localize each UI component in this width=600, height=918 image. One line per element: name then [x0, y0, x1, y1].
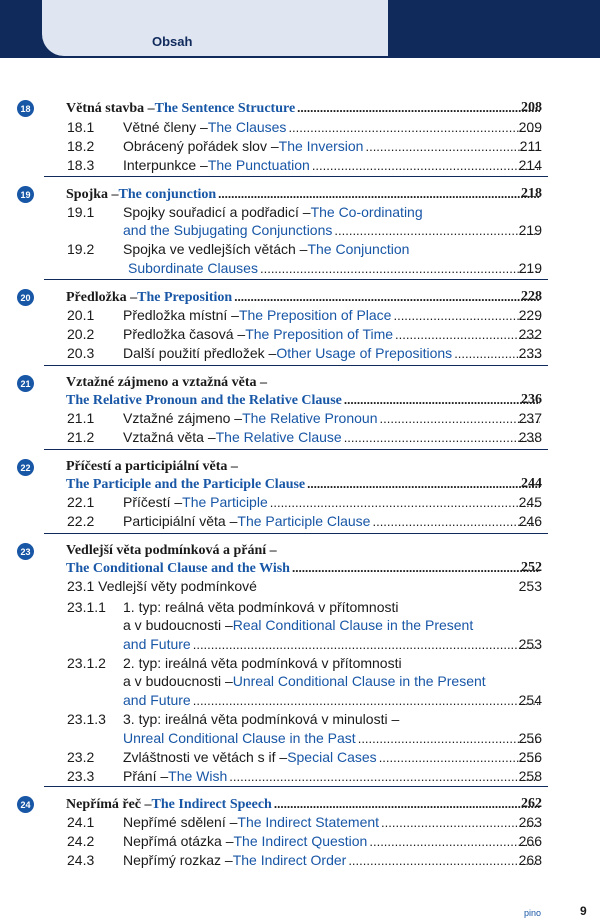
dot-leader [372, 514, 540, 529]
toc-item-row[interactable] [0, 692, 600, 710]
item-title-cz: Interpunkce – [123, 157, 208, 173]
chapter-number-badge: 24 [17, 796, 34, 813]
dot-leader [348, 853, 540, 868]
item-title-en: The Participle [182, 494, 268, 510]
chapter-row[interactable] [0, 476, 600, 494]
item-title-cz: 2. typ: ireálná věta podmínková v přítomnosti [123, 655, 402, 671]
dot-leader [365, 139, 540, 154]
toc-item-row[interactable] [0, 119, 600, 137]
item-title-en: The Co-ordinating [310, 204, 423, 220]
item-title [123, 410, 540, 428]
item-title [128, 260, 540, 278]
item-title-cz: 1. typ: reálná věta podmínková v přítomnosti [123, 599, 399, 615]
toc-item-row[interactable] [0, 241, 600, 259]
chapter-page-number: 228 [521, 289, 542, 304]
item-title [123, 222, 540, 240]
dot-leader [312, 158, 540, 173]
chapter-title-cz: Spojka – [66, 187, 119, 202]
item-title [123, 692, 540, 710]
chapter-title-en: The conjunction [118, 187, 217, 202]
item-title [123, 673, 540, 691]
chapter-title [66, 392, 540, 410]
item-title-cz: Nepřímá otázka – [123, 833, 234, 849]
item-page-number: 245 [518, 494, 542, 510]
toc-item-row[interactable] [0, 730, 600, 748]
item-title-en: and Future [123, 692, 191, 708]
item-page-number: 268 [518, 852, 542, 868]
item-title [123, 814, 540, 832]
item-number: 22.2 [67, 513, 95, 529]
toc-item-row[interactable] [0, 599, 600, 617]
item-title [123, 429, 540, 447]
item-title [123, 768, 540, 786]
item-number: 20.2 [67, 326, 95, 342]
item-page-number: 256 [518, 749, 542, 765]
item-title-en: The Preposition of Place [238, 307, 392, 323]
chapter-title-cz: Vztažné zájmeno a vztažná věta – [66, 375, 267, 390]
chapter-row[interactable] [0, 392, 600, 410]
item-title-en: Other Usage of Prepositions [276, 345, 453, 361]
chapter-title-en: The Relative Pronoun and the Relative Clause [66, 393, 342, 408]
item-title [123, 204, 540, 222]
item-title [123, 599, 540, 617]
chapter-title-cz: Příčestí a participiální věta – [66, 459, 238, 474]
item-title [123, 345, 540, 363]
section-divider [44, 786, 548, 787]
item-title-en: The Indirect Question [233, 833, 368, 849]
item-page-number: 258 [518, 768, 542, 784]
toc-item-row[interactable] [0, 494, 600, 512]
item-title [123, 326, 540, 344]
item-title [123, 138, 540, 156]
item-title-en: Unreal Conditional Clause in the Past [123, 730, 356, 746]
section-divider [44, 176, 548, 177]
item-page-number: 219 [518, 222, 542, 238]
chapter-title [66, 289, 540, 307]
item-title [123, 655, 540, 673]
page-title: Obsah [152, 34, 193, 49]
item-number: 22.1 [67, 494, 95, 510]
dot-leader [274, 796, 540, 812]
chapter-title [66, 560, 540, 578]
item-page-number: 229 [518, 307, 542, 323]
item-title [123, 119, 540, 137]
toc-item-row[interactable] [0, 307, 600, 325]
item-number: 23.2 [67, 749, 95, 765]
dot-leader [379, 750, 540, 765]
section-title: 23.1 Vedlejší věty podmínkové [67, 578, 257, 594]
toc-item-row[interactable] [0, 326, 600, 344]
item-title-cz: Předložka časová – [123, 326, 246, 342]
item-title-en: and Future [123, 636, 191, 652]
item-title-en: The Relative Pronoun [242, 410, 378, 426]
dot-leader [344, 392, 540, 408]
item-title-cz: Zvláštnosti ve větách s if – [123, 749, 288, 765]
chapter-title [66, 186, 540, 204]
item-title-cz: Další použití předložek – [123, 345, 277, 361]
toc-item-row[interactable] [0, 260, 600, 278]
chapter-row[interactable] [0, 289, 600, 307]
toc-item-row[interactable] [0, 814, 600, 832]
footer-word: pino [524, 908, 542, 918]
item-page-number: 232 [518, 326, 542, 342]
dot-leader [234, 289, 540, 305]
toc-item-row[interactable] [0, 138, 600, 156]
item-number: 20.1 [67, 307, 95, 323]
section-divider [44, 533, 548, 534]
item-page-number: 253 [518, 578, 542, 594]
chapter-number-badge: 20 [17, 289, 34, 306]
dot-leader [334, 223, 540, 238]
toc-item-row[interactable] [0, 617, 600, 635]
dot-leader [218, 186, 540, 202]
item-title-cz: Spojka ve vedlejších větách – [123, 241, 308, 257]
item-page-number: 246 [518, 513, 542, 529]
item-number: 23.3 [67, 768, 95, 784]
chapter-title-cz: Větná stavba – [66, 101, 155, 116]
item-title-en: The Participle Clause [237, 513, 371, 529]
item-title [123, 636, 540, 654]
chapter-page-number: 252 [521, 560, 542, 575]
chapter-title-en: The Conditional Clause and the Wish [66, 561, 290, 576]
section-divider [44, 365, 548, 366]
item-title-en: The Indirect Statement [237, 814, 380, 830]
dot-leader [292, 560, 540, 576]
chapter-title [66, 375, 540, 393]
dot-leader [380, 411, 541, 426]
item-page-number: 219 [518, 260, 542, 276]
chapter-title [66, 543, 540, 561]
item-title-cz: Participiální věta – [123, 513, 238, 529]
chapter-title [66, 476, 540, 494]
item-page-number: 253 [518, 636, 542, 652]
toc-item-row[interactable] [0, 852, 600, 870]
toc-item-row[interactable] [0, 655, 600, 673]
item-number: 23.1.2 [67, 655, 106, 671]
item-number: 20.3 [67, 345, 95, 361]
item-number: 18.1 [67, 119, 95, 135]
chapter-title-cz: Předložka – [66, 290, 138, 305]
dot-leader [260, 261, 540, 276]
dot-leader [193, 693, 540, 708]
chapter-title-en: The Indirect Speech [151, 797, 272, 812]
item-title-cz: Příčestí – [123, 494, 183, 510]
item-title-cz: Vztažná věta – [123, 429, 216, 445]
item-number: 18.3 [67, 157, 95, 173]
dot-leader [344, 430, 540, 445]
toc-item-row[interactable] [0, 222, 600, 240]
item-title-cz: Nepřímý rozkaz – [123, 852, 233, 868]
chapter-number-badge: 23 [17, 543, 34, 560]
item-page-number: 266 [518, 833, 542, 849]
chapter-page-number: 244 [521, 476, 542, 491]
chapter-title-en: The Sentence Structure [154, 101, 296, 116]
section-divider [44, 449, 548, 450]
item-title [123, 513, 540, 531]
toc-item-row[interactable] [0, 711, 600, 729]
item-title [123, 307, 540, 325]
chapter-number-badge: 21 [17, 375, 34, 392]
page-number: 9 [580, 904, 587, 918]
item-title-cz: a v budoucnosti – [123, 617, 233, 633]
section-divider [44, 279, 548, 280]
item-title-cz: Přání – [123, 768, 169, 784]
dot-leader [229, 769, 540, 784]
item-number: 24.2 [67, 833, 95, 849]
dot-leader [270, 495, 540, 510]
chapter-title-en: The Preposition [137, 290, 233, 305]
item-number: 23.1.3 [67, 711, 106, 727]
item-title-en: Real Conditional Clause in the Present [232, 617, 474, 633]
item-title-en: Unreal Conditional Clause in the Present [232, 673, 486, 689]
chapter-row[interactable] [0, 796, 600, 814]
chapter-row[interactable] [0, 375, 600, 393]
toc-item-row[interactable] [0, 513, 600, 531]
item-title [123, 241, 540, 259]
item-number: 21.2 [67, 429, 95, 445]
item-title-cz: Předložka místní – [123, 307, 239, 323]
item-page-number: 214 [518, 157, 542, 173]
item-title-cz: 3. typ: ireálná věta podmínková v minulosti – [123, 711, 400, 727]
dot-leader [288, 120, 540, 135]
chapter-row[interactable] [0, 543, 600, 561]
item-number: 24.3 [67, 852, 95, 868]
chapter-row[interactable] [0, 100, 600, 118]
dot-leader [369, 834, 540, 849]
item-title-en: and the Subjugating Conjunctions [123, 222, 333, 238]
chapter-number-badge: 22 [17, 459, 34, 476]
toc-item-row[interactable] [0, 749, 600, 767]
item-title-en: Special Cases [287, 749, 377, 765]
chapter-title-cz: Nepřímá řeč – [66, 797, 152, 812]
item-title-en: The Conjunction [307, 241, 410, 257]
item-title [123, 617, 540, 635]
item-title-en: The Inversion [278, 138, 364, 154]
item-number: 19.1 [67, 204, 95, 220]
toc-item-row[interactable] [0, 410, 600, 428]
toc-item-row[interactable] [0, 768, 600, 786]
item-title-en: The Wish [168, 768, 228, 784]
item-number: 23.1.1 [67, 599, 106, 615]
chapter-page-number: 208 [521, 100, 542, 115]
item-page-number: 256 [518, 730, 542, 746]
item-page-number: 233 [518, 345, 542, 361]
toc-item-row[interactable] [0, 673, 600, 691]
dot-leader [358, 731, 540, 746]
section-row[interactable] [0, 578, 600, 596]
item-page-number: 263 [518, 814, 542, 830]
chapter-row[interactable] [0, 459, 600, 477]
item-title-en: Subordinate Clauses [128, 260, 258, 276]
item-title-cz: Větné členy – [123, 119, 208, 135]
chapter-title-en: The Participle and the Participle Clause [66, 477, 306, 492]
dot-leader [381, 815, 540, 830]
item-title [123, 711, 540, 729]
item-title-cz: Vztažné zájmeno – [123, 410, 243, 426]
item-title-en: The Clauses [207, 119, 287, 135]
chapter-title-cz: Vedlejší věta podmínková a přání – [66, 543, 277, 558]
item-number: 18.2 [67, 138, 95, 154]
chapter-title [66, 796, 540, 814]
dot-leader [307, 476, 540, 492]
chapter-row[interactable] [0, 560, 600, 578]
item-number: 21.1 [67, 410, 95, 426]
item-title-cz: Obrácený pořádek slov – [123, 138, 279, 154]
item-title-en: The Punctuation [207, 157, 310, 173]
item-page-number: 209 [518, 119, 542, 135]
chapter-number-badge: 18 [17, 100, 34, 117]
item-title-cz: a v budoucnosti – [123, 673, 233, 689]
dot-leader [193, 637, 540, 652]
item-title [123, 494, 540, 512]
toc-item-row[interactable] [0, 833, 600, 851]
item-title [123, 730, 540, 748]
item-title-cz: Nepřímé sdělení – [123, 814, 238, 830]
chapter-title [66, 459, 540, 477]
item-title-en: The Preposition of Time [245, 326, 394, 342]
toc-item-row[interactable] [0, 636, 600, 654]
toc-item-row[interactable] [0, 157, 600, 175]
item-title-cz: Spojky souřadicí a podřadicí – [123, 204, 311, 220]
item-page-number: 254 [518, 692, 542, 708]
item-title [123, 833, 540, 851]
item-title [123, 157, 540, 175]
item-page-number: 238 [518, 429, 542, 445]
dot-leader [297, 100, 540, 116]
chapter-row[interactable] [0, 186, 600, 204]
item-page-number: 211 [519, 138, 542, 154]
chapter-title [66, 100, 540, 118]
chapter-page-number: 262 [521, 796, 542, 811]
item-title [123, 852, 540, 870]
item-number: 19.2 [67, 241, 95, 257]
item-title [123, 749, 540, 767]
toc-item-row[interactable] [0, 204, 600, 222]
item-number: 24.1 [67, 814, 95, 830]
item-title-en: The Relative Clause [215, 429, 342, 445]
item-title-en: The Indirect Order [232, 852, 347, 868]
chapter-page-number: 236 [521, 392, 542, 407]
item-page-number: 237 [518, 410, 542, 426]
chapter-number-badge: 19 [17, 186, 34, 203]
chapter-page-number: 218 [521, 186, 542, 201]
toc-item-row[interactable] [0, 429, 600, 447]
toc-item-row[interactable] [0, 345, 600, 363]
